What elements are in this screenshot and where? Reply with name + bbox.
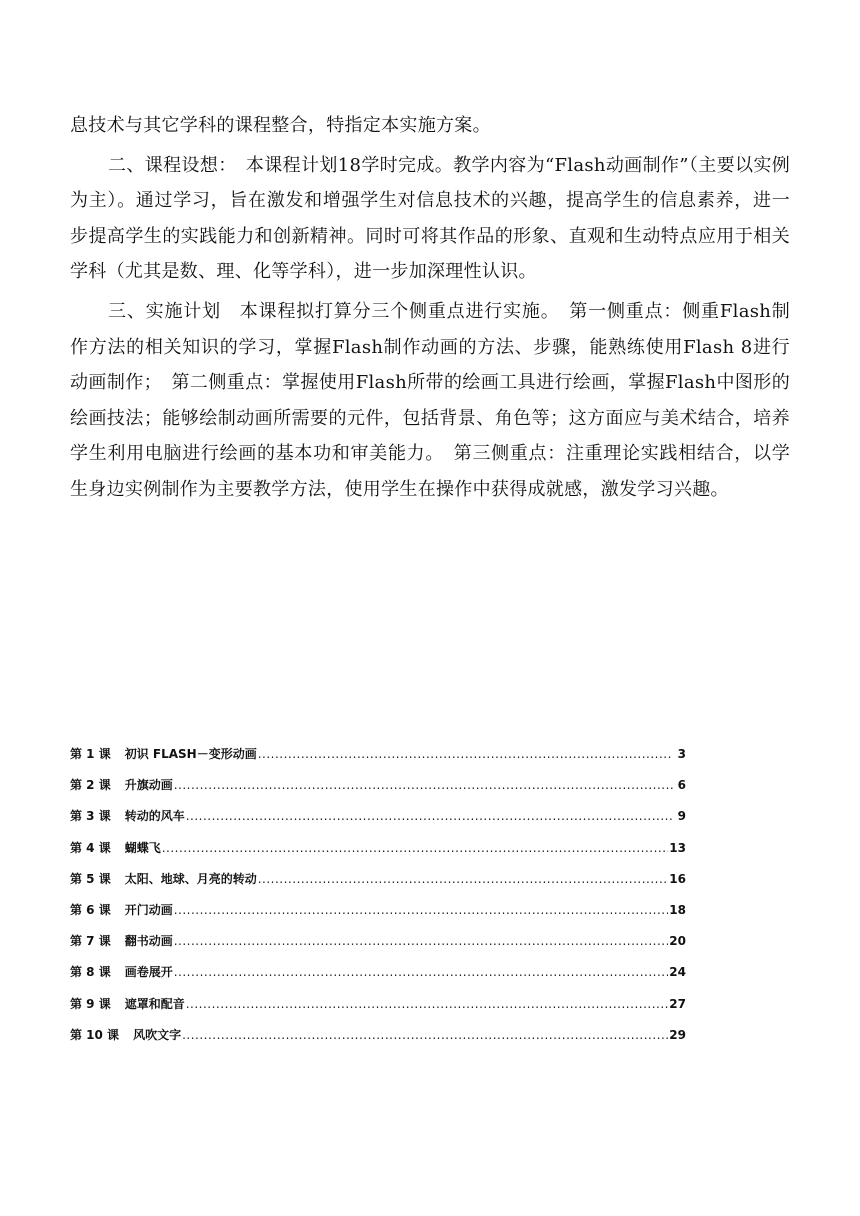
toc-lesson-title: 太阳、地球、月亮的转动	[124, 871, 257, 886]
toc-page-number: 6	[677, 778, 686, 793]
toc-page-number: 20	[669, 934, 686, 949]
toc-page-number: 29	[669, 1027, 686, 1042]
toc-entry[interactable]	[70, 1026, 686, 1057]
toc-entry[interactable]	[70, 776, 686, 807]
toc-lesson-number: 第 9 课	[70, 996, 111, 1011]
paragraph-implementation-plan: 三、实施计划 本课程拟打算分三个侧重点进行实施。 第一侧重点：侧重Flash制作方法的相关知识的学习，掌握Flash制作动画的方法、步骤，能熟练使用Flash 8进行动画制作； 第二侧重点：掌握使用Flash所带的绘画工具进行绘画，掌握Flash中图形的绘画技法；能够绘制动画所需要的元件，包括背景、角色等；这方面应与美术结合，培养学生利用电脑进行绘画的基本功和审美能力。 第三侧重点：注重理论实践相结合，以学生身边实例制作为主要教学方法，使用学生在操作中获得成就感，激发学习兴趣。	[70, 300, 790, 500]
paragraph-course-design: 二、课程设想： 本课程计划18学时完成。教学内容为“Flash动画制作”（主要以实例为主）。通过学习，旨在激发和增强学生对信息技术的兴趣，提高学生的信息素养，进一步提高学生的实践能力和创新精神。同时可将其作品的形象、直观和生动特点应用于相关学科（尤其是数、理、化等学科），进一步加深理性认识。	[70, 154, 790, 283]
toc-page-number: 3	[677, 747, 686, 761]
toc-lesson-number: 第 7 课	[70, 934, 111, 949]
paragraph-continuation: 息技术与其它学科的课程整合，特指定本实施方案。	[70, 115, 491, 136]
toc-leader-dots	[258, 747, 673, 761]
toc-page-number: 24	[669, 965, 686, 980]
toc-entry[interactable]	[70, 995, 686, 1026]
toc-lesson-title: 转动的风车	[124, 809, 185, 824]
toc-lesson-number: 第 8 课	[70, 965, 111, 980]
toc-lesson-number: 第 6 课	[70, 902, 111, 917]
toc-page-number: 9	[677, 809, 686, 824]
toc-lesson-title: 升旗动画	[124, 778, 173, 793]
toc-lesson-number: 第 3 课	[70, 809, 111, 824]
toc-lesson-title: 翻书动画	[124, 934, 173, 949]
toc-page-number: 27	[669, 996, 686, 1011]
toc-leader-dots	[258, 872, 669, 886]
body-text	[70, 108, 790, 508]
toc-entry[interactable]	[70, 745, 686, 776]
toc-lesson-number: 第 2 课	[70, 778, 111, 793]
toc-entry[interactable]	[70, 901, 686, 932]
toc-leader-dots	[182, 1028, 668, 1042]
toc-leader-dots	[162, 841, 669, 855]
toc-leader-dots	[174, 778, 673, 792]
toc-leader-dots	[174, 965, 669, 979]
toc-lesson-number: 第 5 课	[70, 871, 111, 886]
toc-lesson-title: 风吹文字	[133, 1027, 182, 1042]
toc-leader-dots	[174, 934, 669, 948]
toc-entry[interactable]	[70, 963, 686, 994]
toc-page-number: 18	[669, 902, 686, 917]
toc-entry[interactable]	[70, 807, 686, 838]
toc-lesson-number: 第 10 课	[70, 1027, 120, 1042]
toc-lesson-title: 画卷展开	[124, 965, 173, 980]
toc-lesson-title: 蝴蝶飞	[124, 840, 161, 855]
toc-leader-dots	[186, 809, 673, 823]
toc-lesson-title: 开门动画	[124, 902, 173, 917]
toc-page-number: 13	[669, 840, 686, 855]
toc-page-number: 16	[669, 871, 686, 886]
toc-leader-dots	[186, 997, 669, 1011]
toc-lesson-title: 遮罩和配音	[124, 996, 185, 1011]
toc-leader-dots	[174, 903, 669, 917]
toc-lesson-number: 第 4 课	[70, 840, 111, 855]
table-of-contents	[70, 745, 686, 1057]
toc-lesson-number: 第 1 课	[70, 747, 111, 761]
toc-entry[interactable]	[70, 839, 686, 870]
toc-entry[interactable]	[70, 932, 686, 963]
toc-lesson-title: 初识 FLASH－变形动画	[124, 747, 257, 761]
toc-entry[interactable]	[70, 870, 686, 901]
